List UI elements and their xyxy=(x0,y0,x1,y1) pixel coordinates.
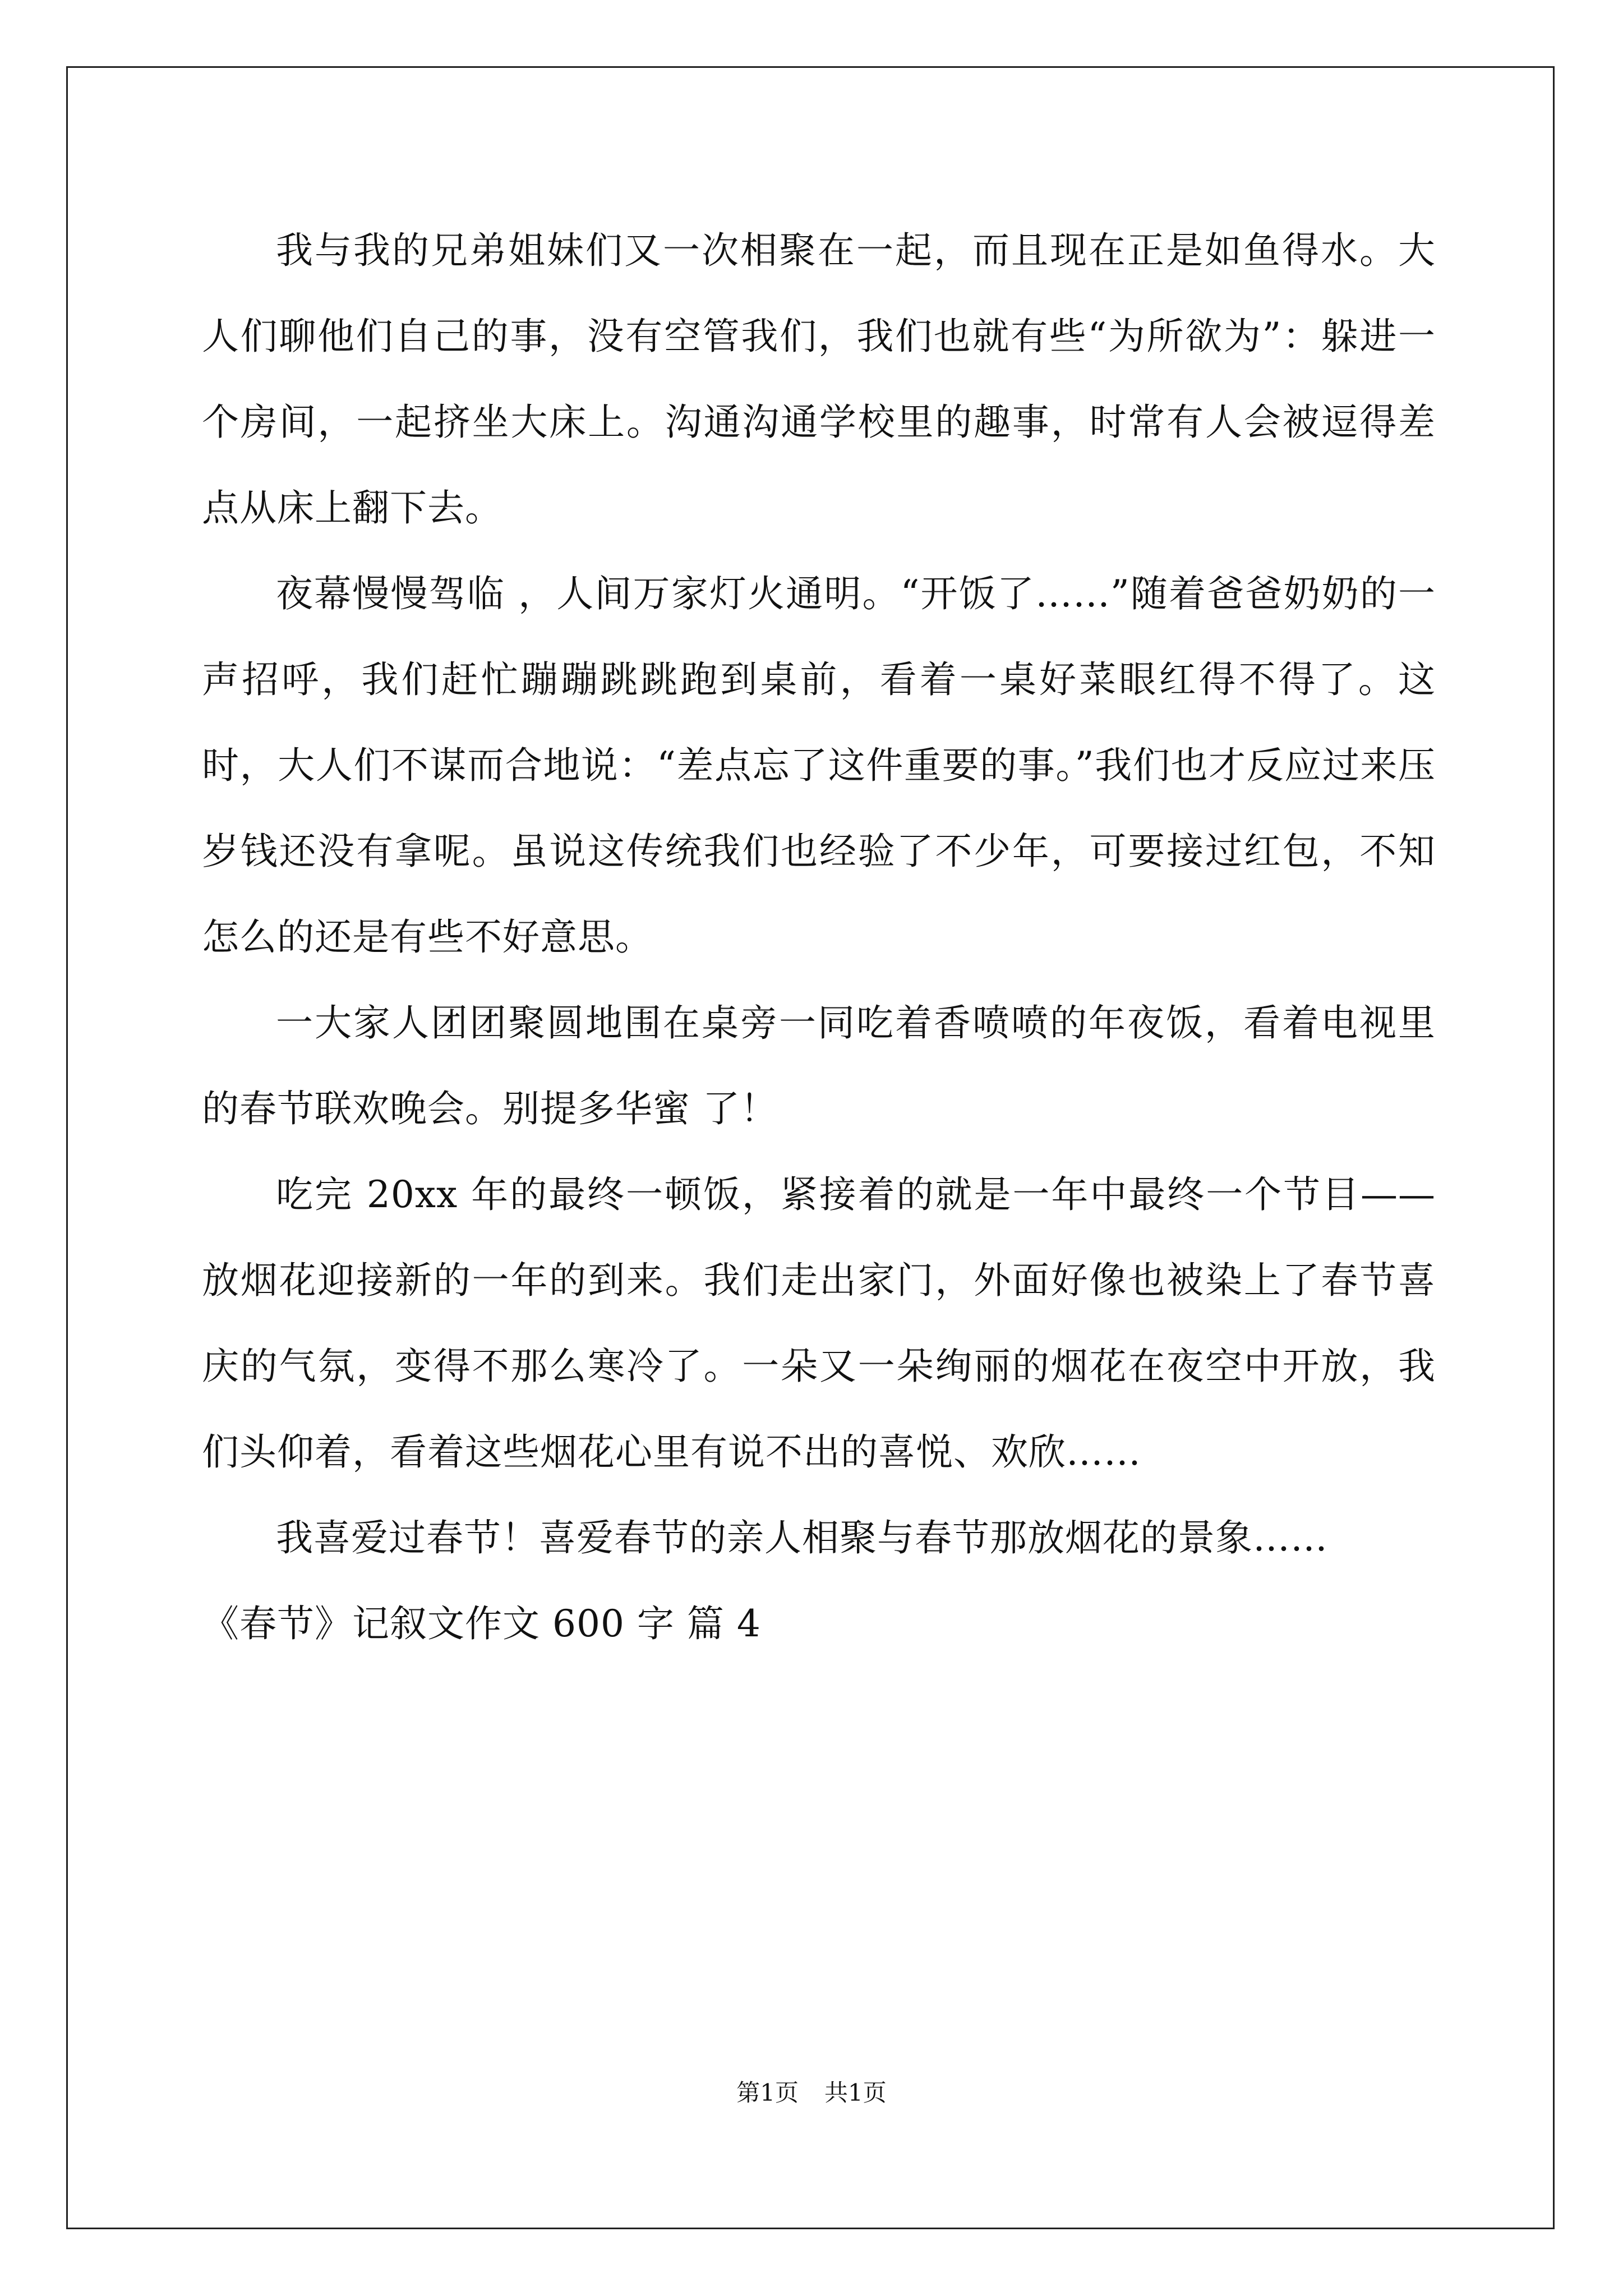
document-body xyxy=(202,208,1436,1667)
paragraph-5: 我喜爱过春节！喜爱春节的亲人相聚与春节那放烟花的景象…… xyxy=(276,1516,1328,1559)
page-number: 第1页 xyxy=(736,2079,799,2106)
page-total: 共1页 xyxy=(824,2079,887,2106)
next-article-title: 《春节》记叙文作文 600 字 篇 4 xyxy=(202,1602,761,1645)
paragraph-1: 我与我的兄弟姐妹们又一次相聚在一起，而且现在正是如鱼得水。大人们聊他们自己的事，没有空管我们，我们也就有些“为所欲为”：躲进一个房间，一起挤坐大床上。沟通沟通学校里的趣事，时常有人会被逗得差点从床上翻下去。 xyxy=(202,229,1436,530)
paragraph-2: 夜幕慢慢驾临 ，人间万家灯火通明。“开饭了……”随着爸爸奶奶的一声招呼，我们赶忙蹦蹦跳跳跑到桌前，看着一桌好菜眼红得不得了。这时，大人们不谋而合地说：“差点忘了这件重要的事。”我们也才反应过来压岁钱还没有拿呢。虽说这传统我们也经验了不少年，可要接过红包，不知怎么的还是有些不好意思。 xyxy=(202,572,1436,959)
paragraph-4: 吃完 20xx 年的最终一顿饭，紧接着的就是一年中最终一个节目——放烟花迎接新的一年的到来。我们走出家门，外面好像也被染上了春节喜庆的气氛，变得不那么寒冷了。一朵又一朵绚丽的烟花在夜空中开放，我们头仰着，看着这些烟花心里有说不出的喜悦、欢欣…… xyxy=(202,1173,1436,1474)
paragraph-3: 一大家人团团聚圆地围在桌旁一同吃着香喷喷的年夜饭，看着电视里的春节联欢晚会。别提多华蜜 了！ xyxy=(202,1001,1436,1130)
page-footer xyxy=(0,2074,1623,2108)
